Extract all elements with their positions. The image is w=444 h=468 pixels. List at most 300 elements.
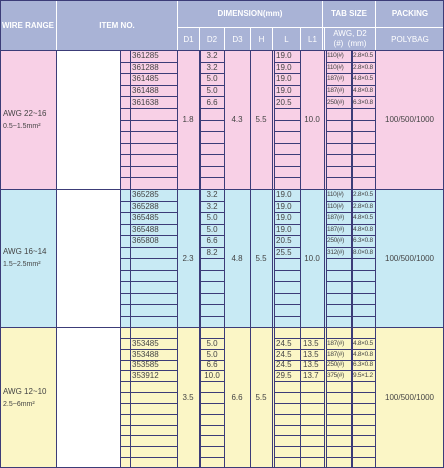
awg-value: [326, 258, 351, 270]
row-line: [120, 414, 177, 415]
item-number: [130, 177, 177, 189]
awg-value: [326, 425, 351, 436]
wire-range-awg: AWG 12~10: [3, 386, 47, 396]
row-line: [120, 62, 177, 63]
item-number: 361285: [132, 51, 159, 61]
tab-value: [352, 414, 375, 425]
item-column-white: [57, 189, 120, 327]
awg-value: 250(#): [327, 98, 344, 106]
tab-value: [352, 435, 375, 446]
header-h: H: [251, 28, 272, 50]
row-line: [120, 349, 177, 350]
awg-value: [326, 446, 351, 457]
d2-value: [200, 327, 224, 338]
header-packing: PACKING: [376, 0, 444, 27]
d2-value: 5.0: [206, 86, 218, 96]
row-line: [300, 435, 324, 436]
row-line: [200, 166, 224, 167]
tab-value: [352, 316, 375, 328]
row-line: [274, 73, 300, 74]
l1-row-value: 13.5: [303, 349, 319, 359]
column-line: [324, 50, 325, 468]
awg-value: 110(#): [327, 202, 344, 210]
l-value: 24.5: [276, 338, 292, 348]
awg-value: 250(#): [327, 361, 344, 369]
tab-value: 4.8×0.8: [353, 87, 373, 95]
item-number: [130, 403, 177, 414]
awg-value: [326, 403, 351, 414]
tab-value: 4.8×0.5: [353, 339, 373, 347]
h-value: 5.5: [255, 115, 267, 124]
l1-row-value: [301, 381, 324, 392]
d2-value: [200, 435, 224, 446]
l-value: 24.5: [276, 360, 292, 370]
row-line: [120, 177, 177, 178]
l1-row-value: [301, 435, 324, 446]
tab-value: 4.8×0.8: [353, 350, 373, 358]
group-border: [0, 189, 444, 190]
awg-value: 250(#): [327, 237, 344, 245]
header-l: L: [273, 28, 300, 50]
awg-value: 312(#): [327, 248, 344, 256]
row-line: [120, 293, 177, 294]
tab-value: [352, 120, 375, 132]
tab-value: [352, 270, 375, 282]
item-number: [130, 304, 177, 316]
awg-value: [326, 392, 351, 403]
row-line: [274, 235, 300, 236]
row-line: [120, 201, 177, 202]
item-number: 365285: [132, 190, 159, 200]
item-number: [130, 108, 177, 120]
item-number: [130, 414, 177, 425]
row-line: [200, 85, 224, 86]
d2-value: 5.0: [206, 338, 218, 348]
tab-value: [352, 446, 375, 457]
item-column-white: [57, 327, 120, 468]
column-line: [274, 50, 275, 468]
item-number: 353485: [132, 338, 159, 348]
header-divider: [56, 0, 57, 50]
item-number: [130, 247, 177, 259]
tab-value: 4.8×0.5: [353, 75, 373, 83]
d2-value: [200, 177, 224, 189]
l-value: 19.0: [276, 51, 292, 61]
row-line: [200, 224, 224, 225]
packing-value: 100/500/1000: [385, 253, 434, 263]
item-number: 365288: [132, 201, 159, 211]
item-number: [130, 143, 177, 155]
item-number: 361485: [132, 74, 159, 84]
row-line: [200, 270, 224, 271]
row-line: [200, 96, 224, 97]
d2-value: [200, 304, 224, 316]
row-line: [274, 143, 300, 144]
header-divider: [324, 27, 325, 50]
awg-value: 187(#): [327, 350, 344, 358]
awg-value: 110(#): [327, 63, 344, 71]
item-number: 365488: [132, 224, 159, 234]
row-line: [120, 247, 177, 248]
item-number: [130, 435, 177, 446]
l-value: [274, 177, 300, 189]
column-line: [352, 50, 353, 468]
row-line: [300, 414, 324, 415]
l-value: [274, 381, 300, 392]
row-line: [200, 120, 224, 121]
row-line: [200, 281, 224, 282]
row-line: [120, 235, 177, 236]
row-line: [120, 425, 177, 426]
header-wire-range: WIRE RANGE: [0, 0, 56, 50]
l-value: 19.0: [276, 213, 292, 223]
group-border: [0, 50, 444, 51]
l-value: [274, 281, 300, 293]
row-line: [274, 446, 300, 447]
header-tab-size: TAB SIZE: [323, 0, 375, 27]
item-number: [130, 270, 177, 282]
l-value: [274, 108, 300, 120]
d2-value: [200, 258, 224, 270]
row-line: [274, 414, 300, 415]
row-line: [274, 212, 300, 213]
awg-value: [326, 143, 351, 155]
d2-value: [200, 131, 224, 143]
awg-value: [326, 281, 351, 293]
tab-value: 6.3×0.8: [353, 237, 373, 245]
awg-value: 187(#): [327, 214, 344, 222]
d1-value: 2.3: [182, 253, 194, 263]
tab-value: [352, 108, 375, 120]
l1-row-value: [301, 414, 324, 425]
awg-value: [326, 304, 351, 316]
l-value: [274, 446, 300, 457]
d2-value: 6.6: [206, 97, 218, 107]
row-line: [274, 281, 300, 282]
row-line: [274, 166, 300, 167]
tab-value: 2.8×0.5: [353, 52, 373, 60]
item-number: [130, 446, 177, 457]
row-line: [274, 293, 300, 294]
row-line: [274, 62, 300, 63]
l1-value: 10.0: [304, 253, 320, 263]
d2-value: 6.6: [206, 360, 218, 370]
header-divider: [177, 0, 178, 50]
column-line: [250, 50, 251, 468]
d2-value: 5.0: [206, 224, 218, 234]
row-line: [120, 304, 177, 305]
row-line: [274, 270, 300, 271]
column-line: [375, 50, 376, 468]
tab-value: 6.3×0.8: [353, 361, 373, 369]
tab-value: 2.8×0.8: [353, 202, 373, 210]
row-line: [274, 154, 300, 155]
item-number: [130, 392, 177, 403]
row-line: [274, 258, 300, 259]
wire-range-awg: AWG 16~14: [3, 247, 47, 256]
d2-value: [200, 120, 224, 132]
row-line: [274, 131, 300, 132]
tab-value: [352, 425, 375, 436]
group-border: [0, 327, 444, 328]
tab-value: [352, 281, 375, 293]
d2-value: [200, 143, 224, 155]
row-line: [274, 224, 300, 225]
l-value: 19.0: [276, 224, 292, 234]
tab-value: [352, 131, 375, 143]
tab-value: [352, 327, 375, 338]
row-line: [274, 392, 300, 393]
item-number: 353912: [132, 371, 159, 381]
l-value: 19.0: [276, 74, 292, 84]
row-line: [274, 201, 300, 202]
row-line: [120, 85, 177, 86]
d2-value: [200, 108, 224, 120]
tab-value: 2.8×0.8: [353, 63, 373, 71]
row-line: [120, 143, 177, 144]
row-line: [274, 304, 300, 305]
awg-value: 187(#): [327, 339, 344, 347]
header-polybag: POLYBAG: [376, 28, 444, 50]
row-line: [120, 316, 177, 317]
row-line: [200, 338, 224, 339]
item-number: [130, 425, 177, 436]
item-number: [130, 166, 177, 178]
header-divider: [177, 27, 444, 28]
l-value: [274, 392, 300, 403]
tab-value: [352, 381, 375, 392]
row-line: [300, 446, 324, 447]
item-number: [130, 258, 177, 270]
row-line: [120, 403, 177, 404]
column-line: [200, 50, 201, 468]
wire-range-awg: AWG 22~16: [3, 108, 47, 118]
row-line: [274, 349, 300, 350]
d2-value: [200, 316, 224, 328]
row-line: [120, 131, 177, 132]
d2-value: 3.2: [206, 190, 218, 200]
column-line: [272, 50, 273, 468]
d2-value: 3.2: [206, 201, 218, 211]
header-d2: D2: [200, 28, 224, 50]
item-number: [130, 293, 177, 305]
outer-border: [0, 0, 1, 468]
row-line: [200, 446, 224, 447]
item-number: 353488: [132, 349, 159, 359]
d2-value: 8.2: [206, 247, 218, 257]
row-line: [274, 316, 300, 317]
awg-value: [326, 166, 351, 178]
header-divider: [300, 27, 301, 50]
l-value: 20.5: [276, 97, 292, 107]
row-line: [200, 62, 224, 63]
header-item-no: ITEM NO.: [57, 0, 177, 50]
tab-value: [352, 166, 375, 178]
l-value: [274, 403, 300, 414]
item-number: 361638: [132, 97, 159, 107]
row-line: [274, 177, 300, 178]
awg-value: [326, 381, 351, 392]
item-number: 365808: [132, 236, 159, 246]
h-value: 5.5: [255, 253, 267, 263]
row-line: [120, 392, 177, 393]
row-line: [200, 258, 224, 259]
l-value: 25.5: [276, 247, 292, 257]
row-line: [200, 349, 224, 350]
row-line: [200, 235, 224, 236]
l-value: [274, 435, 300, 446]
row-line: [200, 73, 224, 74]
d2-value: 5.0: [206, 349, 218, 359]
row-line: [200, 435, 224, 436]
tab-value: [352, 154, 375, 166]
l1-row-value: [301, 392, 324, 403]
row-line: [274, 108, 300, 109]
l1-row-value: [301, 446, 324, 457]
l1-row-value: 13.7: [303, 371, 319, 381]
row-line: [120, 120, 177, 121]
row-line: [200, 425, 224, 426]
tab-value: [352, 143, 375, 155]
row-line: [300, 338, 324, 339]
l-value: [274, 154, 300, 166]
tab-value: 9.5×1.2: [353, 372, 373, 380]
awg-value: 375(#): [327, 372, 344, 380]
row-line: [200, 370, 224, 371]
row-line: [200, 403, 224, 404]
row-line: [274, 85, 300, 86]
awg-value: 187(#): [327, 225, 344, 233]
d2-value: 6.6: [206, 236, 218, 246]
d3-value: 4.3: [231, 115, 243, 124]
column-line: [56, 50, 57, 468]
l-value: 19.0: [276, 201, 292, 211]
wire-range-cell: [0, 327, 56, 468]
d1-value: 3.5: [182, 393, 194, 402]
row-line: [274, 425, 300, 426]
awg-value: [326, 177, 351, 189]
row-line: [200, 143, 224, 144]
item-number: 353585: [132, 360, 159, 370]
l1-row-value: [301, 425, 324, 436]
row-line: [274, 360, 300, 361]
tab-value: 4.8×0.5: [353, 214, 373, 222]
d2-value: [200, 166, 224, 178]
l-value: [274, 316, 300, 328]
outer-border: [0, 0, 444, 1]
l-value: [274, 304, 300, 316]
awg-value: [326, 131, 351, 143]
l-value: 19.0: [276, 86, 292, 96]
row-line: [274, 381, 300, 382]
packing-value: 100/500/1000: [385, 393, 434, 402]
l-value: [274, 414, 300, 425]
l-value: 20.5: [276, 236, 292, 246]
row-line: [200, 316, 224, 317]
wire-range-area: 0.5~1.5mm²: [3, 122, 41, 130]
l-value: [274, 131, 300, 143]
tab-value: 4.8×0.8: [353, 225, 373, 233]
header-awg-d2: [325, 28, 375, 50]
row-line: [274, 435, 300, 436]
l1-row-value: [301, 327, 324, 338]
d2-value: [200, 446, 224, 457]
column-line: [177, 50, 178, 468]
d2-value: [200, 425, 224, 436]
l-value: [274, 258, 300, 270]
row-line: [274, 338, 300, 339]
awg-value: 110(#): [327, 191, 344, 199]
row-line: [200, 293, 224, 294]
row-line: [200, 360, 224, 361]
item-number: 361288: [132, 62, 159, 72]
item-number: [130, 120, 177, 132]
wire-range-area: 2.5~6mm²: [3, 400, 35, 408]
awg-value: [326, 327, 351, 338]
header-d1: D1: [178, 28, 199, 50]
row-line: [300, 360, 324, 361]
row-line: [120, 446, 177, 447]
row-line: [200, 108, 224, 109]
row-line: [300, 349, 324, 350]
awg-value: [326, 154, 351, 166]
header-divider: [199, 27, 200, 50]
row-line: [120, 270, 177, 271]
tab-value: 6.3×0.8: [353, 98, 373, 106]
row-line: [200, 201, 224, 202]
awg-value: 110(#): [327, 52, 344, 60]
d2-value: [200, 381, 224, 392]
tab-value: [352, 293, 375, 305]
d2-value: [200, 281, 224, 293]
header-dimension: DIMENSION(mm): [178, 0, 322, 27]
d2-value: 5.0: [206, 213, 218, 223]
row-line: [200, 212, 224, 213]
row-line: [120, 96, 177, 97]
row-line: [120, 258, 177, 259]
column-line: [326, 50, 327, 468]
row-line: [120, 457, 177, 458]
d2-value: 3.2: [206, 62, 218, 72]
header-awg-unit: (#): [333, 39, 344, 48]
item-number: [130, 281, 177, 293]
row-line: [300, 403, 324, 404]
row-line: [274, 370, 300, 371]
wire-range-cell: [0, 50, 56, 189]
wire-range-cell: [0, 189, 56, 327]
row-line: [200, 154, 224, 155]
awg-value: [326, 293, 351, 305]
d2-value: 3.2: [206, 51, 218, 61]
row-line: [120, 370, 177, 371]
l-value: [274, 143, 300, 155]
row-line: [120, 360, 177, 361]
awg-value: [326, 108, 351, 120]
l1-row-value: 13.5: [303, 338, 319, 348]
l-value: [274, 293, 300, 305]
d1-value: 1.8: [182, 115, 194, 124]
row-line: [120, 435, 177, 436]
row-line: [200, 392, 224, 393]
row-line: [120, 224, 177, 225]
row-line: [274, 247, 300, 248]
row-line: [120, 154, 177, 155]
d2-value: [200, 414, 224, 425]
row-line: [200, 381, 224, 382]
awg-value: 187(#): [327, 87, 344, 95]
h-value: 5.5: [255, 393, 267, 402]
item-number: [130, 316, 177, 328]
